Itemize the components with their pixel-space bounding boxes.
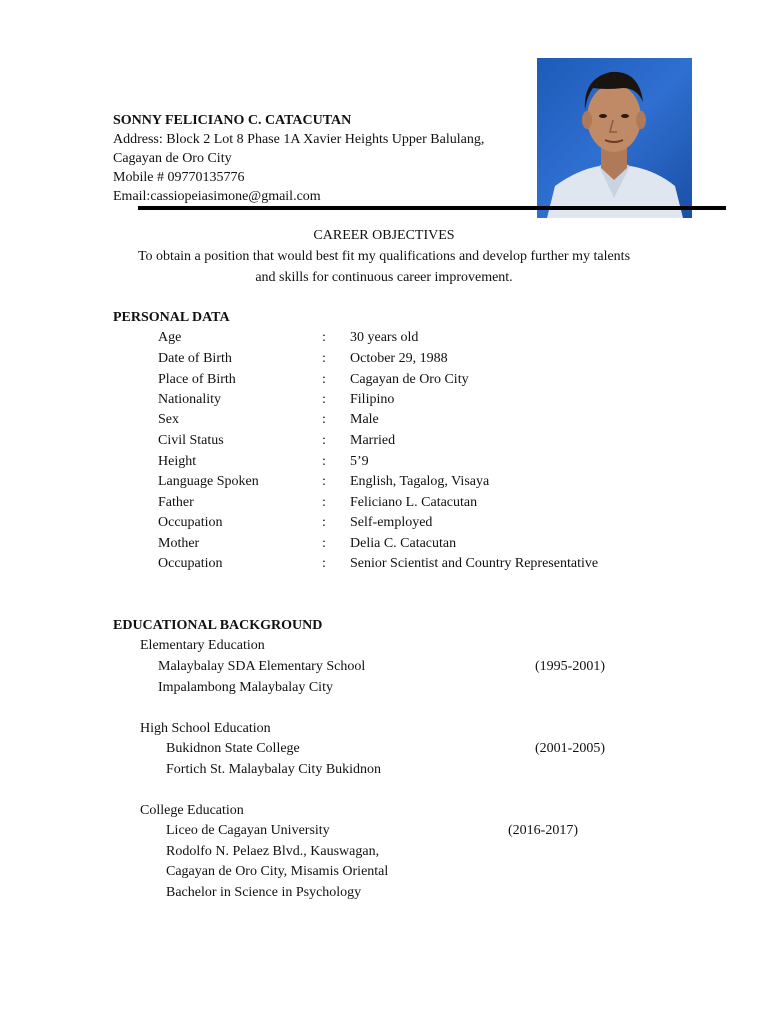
pd-value-age: 30 years old — [350, 330, 419, 345]
highschool-school: Bukidnon State College — [166, 741, 300, 756]
email-address: Email:cassiopeiasimone@gmail.com — [113, 189, 321, 204]
career-objectives-line-2: and skills for continuous career improvement. — [255, 270, 513, 285]
college-address-line-1: Rodolfo N. Pelaez Blvd., Kauswagan, — [166, 844, 380, 859]
profile-photo — [537, 58, 692, 218]
header-divider — [138, 206, 726, 210]
highschool-level: High School Education — [140, 721, 271, 736]
pd-label-civil-status: Civil Status — [158, 433, 224, 448]
pd-value-father-occupation: Self-employed — [350, 515, 433, 530]
pd-label-mother-occupation: Occupation — [158, 556, 223, 571]
elementary-location: Impalambong Malaybalay City — [158, 680, 333, 695]
pd-colon: : — [322, 412, 326, 427]
highschool-location: Fortich St. Malaybalay City Bukidnon — [166, 762, 382, 777]
pd-label-sex: Sex — [158, 412, 179, 427]
elementary-school: Malaybalay SDA Elementary School — [158, 659, 366, 674]
pd-label-mother: Mother — [158, 536, 200, 551]
pd-colon: : — [322, 372, 326, 387]
elementary-years: (1995-2001) — [535, 659, 605, 674]
address-line-2: Cagayan de Oro City — [113, 151, 232, 166]
pd-label-place-of-birth: Place of Birth — [158, 372, 236, 387]
pd-colon: : — [322, 536, 326, 551]
personal-data-heading: PERSONAL DATA — [113, 310, 230, 325]
pd-value-height: 5’9 — [350, 454, 369, 469]
address-line-1: Address: Block 2 Lot 8 Phase 1A Xavier Heights Upper Balulang, — [113, 132, 485, 147]
elementary-level: Elementary Education — [140, 638, 265, 653]
pd-colon: : — [322, 556, 326, 571]
pd-colon: : — [322, 392, 326, 407]
pd-colon: : — [322, 495, 326, 510]
pd-label-language-spoken: Language Spoken — [158, 474, 259, 489]
pd-value-nationality: Filipino — [350, 392, 395, 407]
pd-label-father-occupation: Occupation — [158, 515, 223, 530]
educational-background-heading: EDUCATIONAL BACKGROUND — [113, 618, 323, 633]
mobile-number: Mobile # 09770135776 — [113, 170, 245, 185]
pd-colon: : — [322, 433, 326, 448]
pd-label-date-of-birth: Date of Birth — [158, 351, 232, 366]
pd-colon: : — [322, 351, 326, 366]
pd-value-sex: Male — [350, 412, 379, 427]
college-years: (2016-2017) — [508, 823, 578, 838]
pd-value-mother-occupation: Senior Scientist and Country Representative — [350, 556, 599, 571]
college-address-line-2: Cagayan de Oro City, Misamis Oriental — [166, 864, 389, 879]
pd-label-father: Father — [158, 495, 194, 510]
person-portrait-icon — [537, 58, 692, 218]
pd-value-date-of-birth: October 29, 1988 — [350, 351, 448, 366]
pd-colon: : — [322, 330, 326, 345]
pd-value-civil-status: Married — [350, 433, 396, 448]
college-level: College Education — [140, 803, 244, 818]
pd-label-height: Height — [158, 454, 197, 469]
pd-label-nationality: Nationality — [158, 392, 221, 407]
pd-label-age: Age — [158, 330, 182, 345]
career-objectives-heading: CAREER OBJECTIVES — [313, 228, 455, 243]
career-objectives-line-1: To obtain a position that would best fit my qualifications and develop further my talents — [137, 249, 631, 264]
pd-value-mother: Delia C. Catacutan — [350, 536, 457, 551]
pd-value-place-of-birth: Cagayan de Oro City — [350, 372, 469, 387]
pd-value-father: Feliciano L. Catacutan — [350, 495, 478, 510]
pd-colon: : — [322, 515, 326, 530]
college-degree: Bachelor in Science in Psychology — [166, 885, 362, 900]
pd-colon: : — [322, 474, 326, 489]
college-school: Liceo de Cagayan University — [166, 823, 330, 838]
applicant-name: SONNY FELICIANO C. CATACUTAN — [113, 113, 352, 128]
pd-colon: : — [322, 454, 326, 469]
pd-value-language-spoken: English, Tagalog, Visaya — [350, 474, 490, 489]
highschool-years: (2001-2005) — [535, 741, 605, 756]
